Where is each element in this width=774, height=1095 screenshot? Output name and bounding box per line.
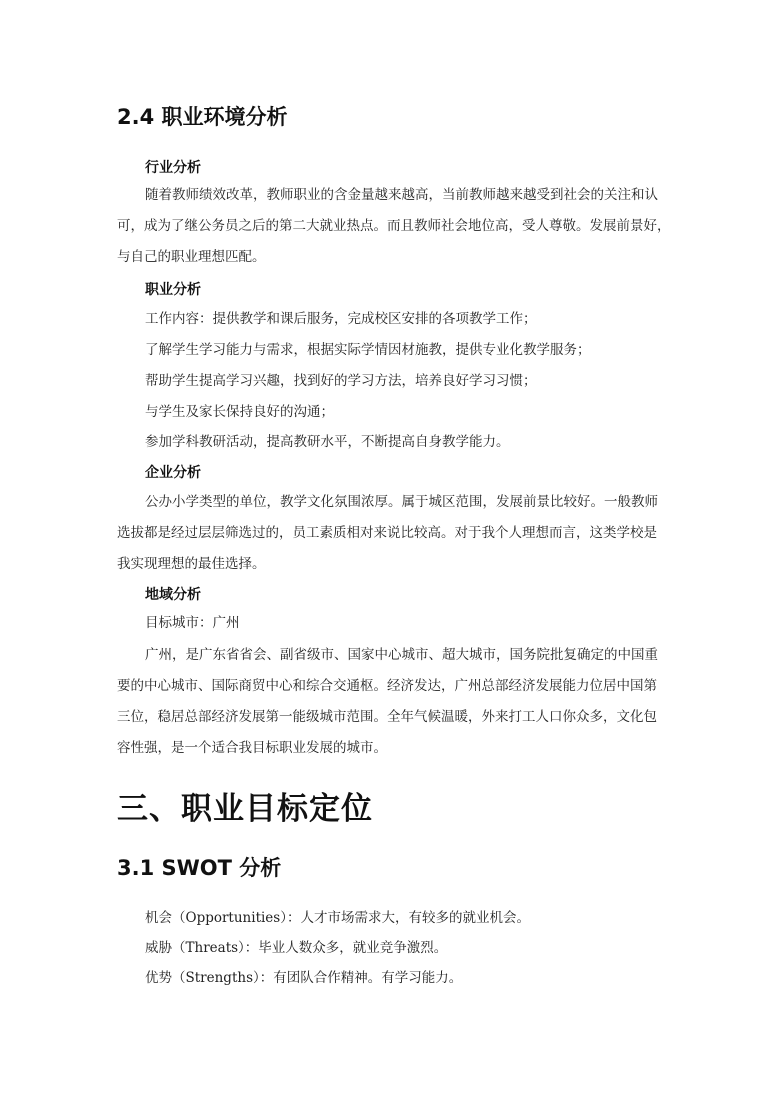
industry-paragraph-line: 随着教师绩效改革，教师职业的含金量越来越高，当前教师越来越受到社会的关注和认: [145, 187, 658, 203]
profession-list-item: 与学生及家长保持良好的沟通；: [145, 404, 334, 420]
region-paragraph-line: 要的中心城市、国际商贸中心和综合交通枢。经济发达，广州总部经济发展能力位居中国第: [117, 678, 657, 694]
industry-paragraph-line: 与自己的职业理想匹配。: [117, 249, 266, 265]
region-paragraph-line: 容性强，是一个适合我目标职业发展的城市。: [117, 740, 387, 756]
enterprise-paragraph-line: 我实现理想的最佳选择。: [117, 556, 266, 572]
industry-paragraph-line: 可，成为了继公务员之后的第二大就业热点。而且教师社会地位高，受人尊敬。发展前景好，: [117, 218, 671, 234]
enterprise-analysis-title: 企业分析: [145, 465, 201, 481]
region-paragraph-line: 广州，是广东省省会、副省级市、国家中心城市、超大城市，国务院批复确定的中国重: [145, 647, 658, 663]
profession-list-item: 参加学科教研活动，提高教研水平，不断提高自身教学能力。: [145, 434, 510, 450]
profession-list-item: 帮助学生提高学习兴趣，找到好的学习方法，培养良好学习习惯；: [145, 373, 537, 389]
swot-opportunities: 机会（Opportunities）：人才市场需求大，有较多的就业机会。: [145, 910, 530, 926]
region-paragraph-line: 三位，稳居总部经济发展第一能级城市范围。全年气候温暖，外来打工人口你众多，文化包: [117, 709, 657, 725]
industry-analysis-title: 行业分析: [145, 160, 201, 176]
swot-threats: 威胁（Threats）：毕业人数众多，就业竞争激烈。: [145, 940, 448, 956]
profession-analysis-title: 职业分析: [145, 282, 201, 298]
enterprise-paragraph-line: 选拔都是经过层层筛选过的，员工素质相对来说比较高。对于我个人理想而言，这类学校是: [117, 525, 657, 541]
section-heading-2-4: 2.4 职业环境分析: [117, 105, 288, 129]
profession-list-item: 了解学生学习能力与需求，根据实际学情因材施教，提供专业化教学服务；: [145, 342, 591, 358]
swot-strengths: 优势（Strengths）：有团队合作精神。有学习能力。: [145, 970, 463, 986]
profession-list-item: 工作内容：提供教学和课后服务，完成校区安排的各项教学工作；: [145, 311, 537, 327]
chapter-heading-3: 三、职业目标定位: [117, 791, 373, 827]
section-heading-3-1: 3.1 SWOT 分析: [117, 856, 282, 880]
target-city: 目标城市：广州: [145, 615, 240, 631]
region-analysis-title: 地域分析: [145, 587, 201, 603]
enterprise-paragraph-line: 公办小学类型的单位，教学文化氛围浓厚。属于城区范围，发展前景比较好。一般教师: [145, 494, 658, 510]
